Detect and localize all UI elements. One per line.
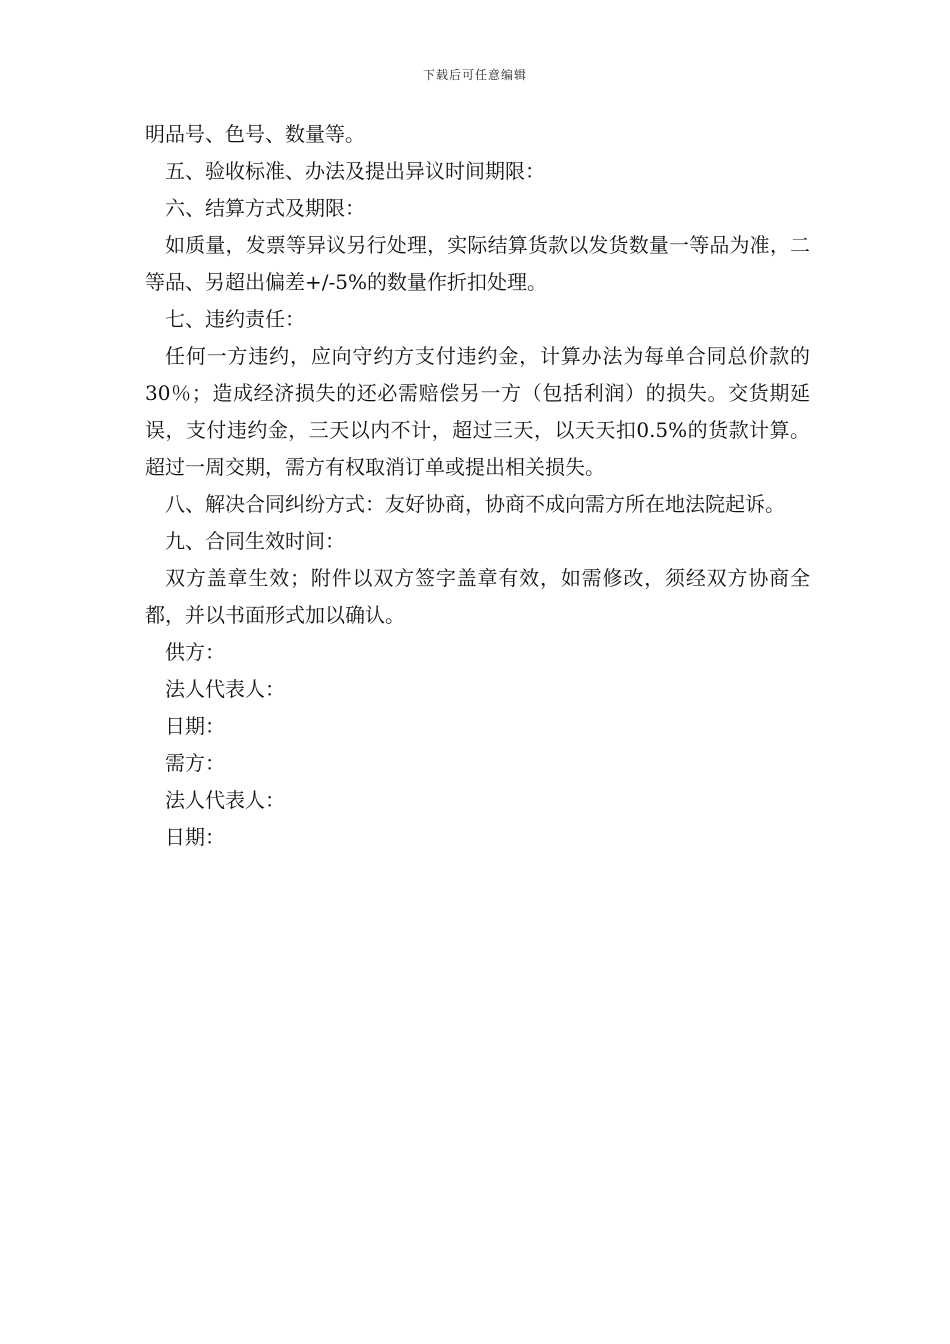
buyer-date-label: 日期： <box>165 825 225 849</box>
supplier-label: 供方： <box>165 640 225 664</box>
section-heading-effective: 九、合同生效时间： <box>165 529 345 553</box>
buyer-label: 需方： <box>165 751 225 775</box>
section-heading-liability: 七、违约责任： <box>165 307 305 331</box>
supplier-date-label: 日期： <box>165 714 225 738</box>
buyer-representative-label: 法人代表人： <box>165 788 285 812</box>
paragraph-continuation: 明品号、色号、数量等。 <box>145 122 365 146</box>
page-header-note: 下载后可任意编辑 <box>422 68 527 82</box>
document-body <box>145 116 810 856</box>
section-heading-acceptance: 五、验收标准、办法及提出异议时间期限： <box>165 159 545 183</box>
paragraph-settlement: 如质量，发票等异议另行处理，实际结算货款以发货数量一等品为准，二等品、另超出偏差+/-5%的数量作折扣处理。 <box>145 233 810 294</box>
section-heading-settlement: 六、结算方式及期限： <box>165 196 365 220</box>
paragraph-liability: 任何一方违约，应向守约方支付违约金，计算办法为每单合同总价款的30％；造成经济损失的还必需赔偿另一方（包括利润）的损失。交货期延误，支付违约金，三天以内不计，超过三天，以天天扣0.5%的货款计算。超过一周交期，需方有权取消订单或提出相关损失。 <box>145 344 810 479</box>
supplier-representative-label: 法人代表人： <box>165 677 285 701</box>
paragraph-effective: 双方盖章生效；附件以双方签字盖章有效，如需修改，须经双方协商全都，并以书面形式加以确认。 <box>145 566 810 627</box>
paragraph-dispute: 八、解决合同纠纷方式：友好协商，协商不成向需方所在地法院起诉。 <box>165 492 785 516</box>
